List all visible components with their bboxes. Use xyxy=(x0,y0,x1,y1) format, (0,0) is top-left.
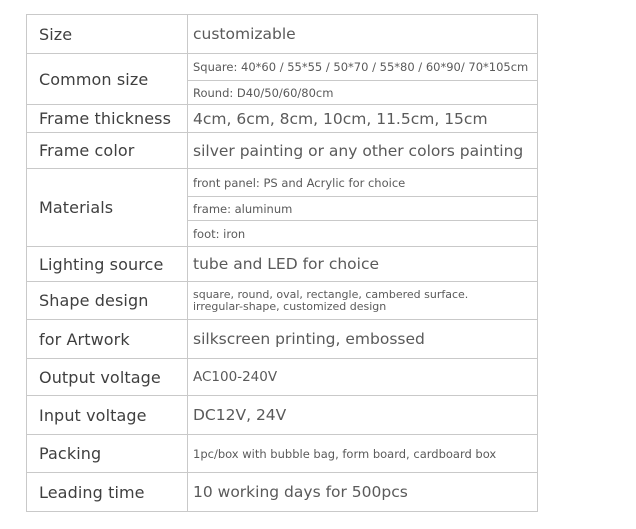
row-value-frame-material: frame: aluminum xyxy=(188,197,538,221)
row-label-output-voltage: Output voltage xyxy=(27,359,188,396)
row-label-for-artwork: for Artwork xyxy=(27,320,188,359)
row-label-input-voltage: Input voltage xyxy=(27,396,188,435)
row-label-frame-thickness: Frame thickness xyxy=(27,105,188,133)
row-value-size: customizable xyxy=(188,15,538,54)
table-row xyxy=(27,320,538,359)
table-row xyxy=(27,473,538,512)
row-label-lighting-source: Lighting source xyxy=(27,247,188,282)
table-row xyxy=(27,15,538,54)
table-row xyxy=(27,396,538,435)
table-row xyxy=(27,54,538,81)
row-value-front-panel: front panel: PS and Acrylic for choice xyxy=(188,169,538,197)
shape-design-line-2: irregular-shape, customized design xyxy=(193,299,387,313)
row-value-shape-design xyxy=(188,282,538,320)
row-value-frame-thickness: 4cm, 6cm, 8cm, 10cm, 11.5cm, 15cm xyxy=(188,105,538,133)
spec-table xyxy=(26,14,538,512)
row-value-lighting-source: tube and LED for choice xyxy=(188,247,538,282)
shape-design-line-1: square, round, oval, rectangle, cambered surface. xyxy=(193,287,469,301)
row-label-materials: Materials xyxy=(27,169,188,247)
row-label-size: Size xyxy=(27,15,188,54)
table-row xyxy=(27,169,538,197)
table-row xyxy=(27,435,538,473)
row-value-output-voltage: AC100-240V xyxy=(188,359,538,396)
row-label-common-size: Common size xyxy=(27,54,188,105)
table-row xyxy=(27,105,538,133)
row-value-square-sizes: Square: 40*60 / 55*55 / 50*70 / 55*80 / 60*90/ 70*105cm xyxy=(188,54,538,81)
row-value-packing: 1pc/box with bubble bag, form board, cardboard box xyxy=(188,435,538,473)
table-row xyxy=(27,133,538,169)
row-label-shape-design: Shape design xyxy=(27,282,188,320)
row-value-frame-color: silver painting or any other colors painting xyxy=(188,133,538,169)
table-row xyxy=(27,247,538,282)
row-value-leading-time: 10 working days for 500pcs xyxy=(188,473,538,512)
row-label-frame-color: Frame color xyxy=(27,133,188,169)
row-label-leading-time: Leading time xyxy=(27,473,188,512)
row-value-foot-material: foot: iron xyxy=(188,221,538,247)
table-row xyxy=(27,359,538,396)
row-value-round-sizes: Round: D40/50/60/80cm xyxy=(188,81,538,105)
table-row xyxy=(27,282,538,320)
row-value-input-voltage: DC12V, 24V xyxy=(188,396,538,435)
row-label-packing: Packing xyxy=(27,435,188,473)
row-value-for-artwork: silkscreen printing, embossed xyxy=(188,320,538,359)
